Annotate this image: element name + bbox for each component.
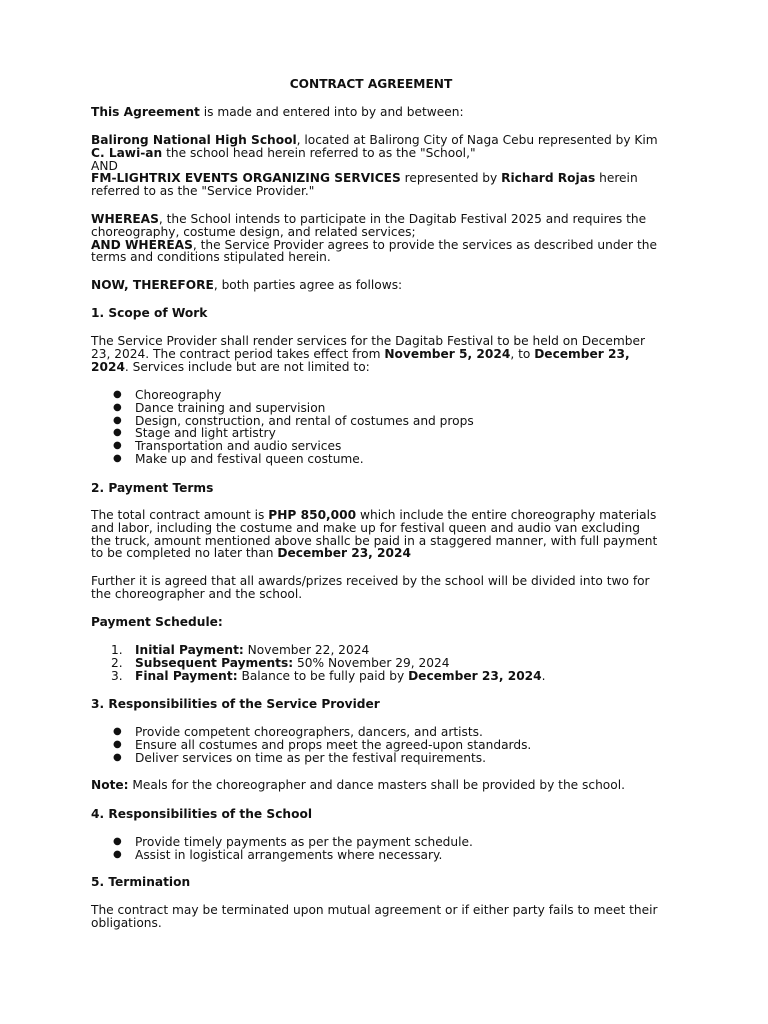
contract-start-date: November 5, 2024 <box>384 346 511 361</box>
provider-representative: Richard Rojas <box>501 171 596 186</box>
list-item: 3. Final Payment: Balance to be fully paid by December 23, 2024. <box>111 668 546 683</box>
list-item: 2. Subsequent Payments: 50% November 29, 2024 <box>111 655 450 670</box>
bullet-icon: ● <box>113 427 122 439</box>
provider-text-tail: herein <box>595 171 638 186</box>
awards-paragraph <box>91 575 691 601</box>
termination-line-1: The contract may be terminated upon mutual agreement or if either party fails to meet their <box>91 903 658 917</box>
payment-schedule-heading: Payment Schedule: <box>91 615 223 629</box>
and-whereas-lead: AND WHEREAS <box>91 237 193 252</box>
bullet-icon: ● <box>113 738 122 750</box>
payment-line-3: the truck, amount mentioned above shallc be paid in a staggered manner, with full payment <box>91 533 658 548</box>
termination-paragraph <box>91 904 691 930</box>
scope-line-2: 23, 2024. The contract period takes effect from November 5, 2024, to December 23, <box>91 346 630 361</box>
intro-paragraph <box>91 106 691 119</box>
bullet-icon: ● <box>113 414 122 426</box>
bullet-icon: ● <box>113 751 122 763</box>
whereas-block <box>91 213 691 264</box>
section-3-heading: 3. Responsibilities of the Service Provider <box>91 697 380 711</box>
and-separator: AND <box>91 158 118 173</box>
school-name: Balirong National High School <box>91 133 297 147</box>
payment-terms-paragraph <box>91 509 691 560</box>
bullet-icon: ● <box>113 836 122 847</box>
termination-line-2: obligations. <box>91 915 162 930</box>
list-item: ● Choreography <box>113 388 222 402</box>
section-4-heading: 4. Responsibilities of the School <box>91 807 313 821</box>
services-list <box>91 389 691 466</box>
contract-end-date: December 23, <box>534 346 630 361</box>
intro-lead: This Agreement <box>91 105 200 119</box>
provider-designation-text: referred to as the "Service Provider." <box>91 184 315 199</box>
intro-text: is made and entered into by and between: <box>199 105 464 119</box>
school-designation-text: the school head herein referred to as the "School," <box>162 145 476 160</box>
bullet-icon: ● <box>113 401 122 413</box>
bullet-icon: ● <box>113 848 122 860</box>
whereas-text-cont: choreography, costume design, and related services; <box>91 224 416 239</box>
section-2-heading: 2. Payment Terms <box>91 481 214 495</box>
list-item: ● Make up and festival queen costume. <box>113 451 364 466</box>
list-item: ● Provide timely payments as per the payment schedule. <box>113 835 473 849</box>
list-item: ● Ensure all costumes and props meet the agreed-upon standards. <box>113 737 532 752</box>
payment-schedule-list <box>91 644 691 682</box>
list-item: ● Design, construction, and rental of costumes and props <box>113 413 474 428</box>
bullet-icon: ● <box>113 726 122 737</box>
scope-paragraph <box>91 335 691 373</box>
payment-deadline: December 23, 2024 <box>277 546 411 561</box>
document-title: CONTRACT AGREEMENT <box>289 77 453 91</box>
list-item: 1. Initial Payment: November 22, 2024 <box>111 643 370 657</box>
note-paragraph: Note: Meals for the choreographer and dance masters shall be provided by the school. <box>91 778 625 792</box>
provider-text: represented by <box>400 171 502 186</box>
whereas-text: , the School intends to participate in the Dagitab Festival 2025 and requires the <box>158 212 647 226</box>
provider-name: FM-LIGHTRIX EVENTS ORGANIZING SERVICES <box>91 171 401 186</box>
list-item: ● Assist in logistical arrangements where necessary. <box>113 847 443 862</box>
now-therefore-paragraph <box>91 279 691 292</box>
bullet-icon: ● <box>113 389 122 400</box>
parties-block <box>91 134 691 198</box>
payment-line-2: and labor, including the costume and make up for festival queen and audio van excluding <box>91 520 640 535</box>
awards-line-1: Further it is agreed that all awards/prizes received by the school will be divided into two for <box>91 574 650 588</box>
school-head-name: C. Lawi-an <box>91 145 163 160</box>
payment-line-1: The total contract amount is PHP 850,000 which include the entire choreography materials <box>91 508 657 522</box>
list-item: ● Deliver services on time as per the festival requirements. <box>113 750 486 765</box>
contract-amount: PHP 850,000 <box>268 508 357 522</box>
list-item: ● Dance training and supervision <box>113 400 326 415</box>
bullet-icon: ● <box>113 440 122 452</box>
awards-line-2: the choreographer and the school. <box>91 586 303 601</box>
list-item: ● Transportation and audio services <box>113 439 342 454</box>
list-item: ● Stage and light artistry <box>113 426 276 441</box>
and-whereas-text-cont: terms and conditions stipulated herein. <box>91 250 331 265</box>
provider-responsibilities-list <box>91 726 691 764</box>
and-whereas-text: , the Service Provider agrees to provide the services as described under the <box>192 237 657 252</box>
section-1-heading: 1. Scope of Work <box>91 306 208 320</box>
section-5-heading: 5. Termination <box>91 875 191 889</box>
school-responsibilities-list <box>91 836 691 862</box>
now-therefore-lead: NOW, THEREFORE <box>91 278 214 292</box>
whereas-lead: WHEREAS <box>91 212 159 226</box>
now-therefore-text: , both parties agree as follows: <box>213 278 403 292</box>
list-item: ● Provide competent choreographers, dancers, and artists. <box>113 725 483 739</box>
bullet-icon: ● <box>113 452 122 464</box>
scope-line-1: The Service Provider shall render services for the Dagitab Festival to be held on December <box>91 334 645 348</box>
school-location-text: , located at Balirong City of Naga Cebu represented by Kim <box>296 133 658 147</box>
scope-line-3: 2024. Services include but are not limited to: <box>91 359 370 374</box>
payment-line-4: to be completed no later than December 23, 2024 <box>91 546 411 561</box>
note-label: Note: <box>91 778 129 792</box>
